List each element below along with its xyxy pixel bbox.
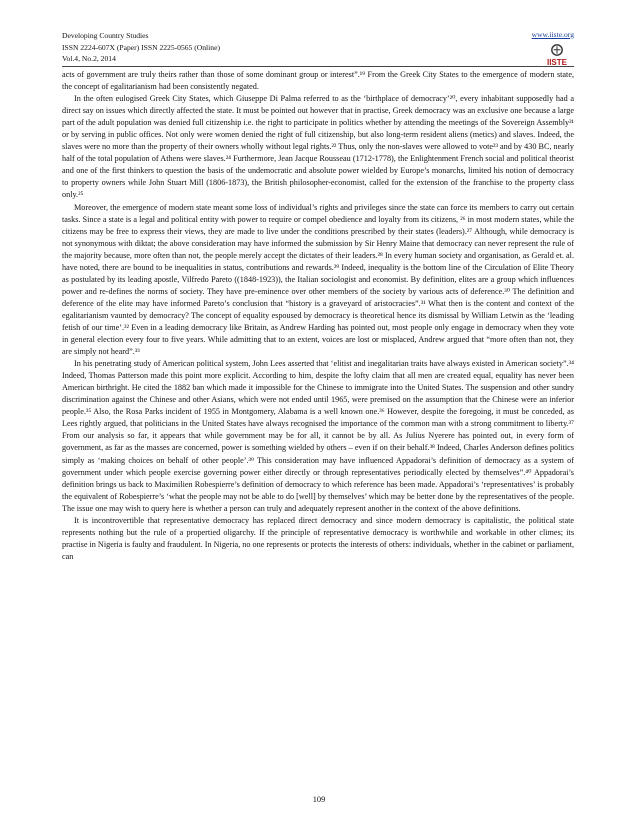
- header-rule: [62, 66, 574, 67]
- journal-name: Developing Country Studies: [62, 31, 149, 40]
- issn-line: ISSN 2224-607X (Paper) ISSN 2225-0565 (Online): [62, 42, 220, 52]
- website-link[interactable]: www.iiste.org: [531, 30, 574, 39]
- body-paragraph: It is incontrovertible that representative democracy has replaced direct democracy and since modern democracy is capitalistic, the political state represents nothing but the rule of a propertied oligarchy. If the principle of representative democracy is worthwhile and workable in other climes; its practise in Nigeria is faulty and fraudulent. In Nigeria, no one represents or protects the interests of others: individuals, whether in the cabinet or parliament, can: [62, 515, 575, 561]
- body-paragraph: In his penetrating study of American political system, John Lees asserted that ‘elitist and inegalitarian traits have always existed in American society”.³⁴ Indeed, Thomas Patterson made this point more explicit. According to him, despite the lofty claim that all men are created equal, equality has never been American birthright. He cited the 1882 ban which made it impossible for the Chinese to immigrate into the United States. The suspension and other sundry discrimination against the Chinese and other Asians, which were not ended until 1965, were premised on the assumption that the Chinese were an inferior people.³⁵ Also, the Rosa Parks incident of 1955 in Montgomery, Alabama is a well known one.³⁶ However, despite the foregoing, it must be conceded, as Lees rightly argued, that politicians in the United States have always recognised the importance of the common man with a strong commitment to liberty.³⁷ From our analysis so far, it appears that while government may be for all, it cannot be by all. As Julius Nyerere has pointed out, in every form of government, as far as the masses are concerned, power is something wielded by others – even if on their behalf.³⁸ Indeed, Charles Anderson defines politics simply as ‘making choices on behalf of other people’.³⁹ This consideration may have influenced Appadorai’s definition of democracy as a system of government under which people exercise governing power either directly or through representatives periodically elected by themselves”.⁴⁰ Appadorai’s definition brings us back to Maximilien Robespierre’s definition of democracy to which reference has been made. Appadorai’s ‘representatives’ is probably the equivalent of Robespierre’s ‘what the people may not be able to do [well] by themselves’ which may be better done by the representatives of the people. The issue one may wish to query here is whether a person can truly and adequately represent another in the context of the above definitions.: [62, 359, 574, 513]
- svg-text:IISTE: IISTE: [546, 57, 568, 67]
- article-body: [62, 69, 574, 563]
- body-paragraph: In the often eulogised Greek City States, which Giuseppe Di Palma referred to as the ‘birthplace of democracy’²⁰, every inhabitant supposedly had a direct say on issues which directly affected the state. It must be pointed out however that in practise, Greek democracy was an exclusive one because a large part of the adult population was denied full citizenship i.e. the right to participate in politics whether by attending the meetings of the Sovereign Assembly²¹ or by serving in public offices. Not only were women denied the right of full citizenship, but also long-term resident aliens (metics) and slaves. Indeed, the slaves were no more than the property of their owners wholly without legal rights.²² Thus, only the non-slaves were allowed to vote²³ and by 430 BC, nearly half of the total population of Athens were slaves.²⁴ Furthermore, Jean Jacque Rousseau (1712-1778), the Enlightenment French social and political theorist and one of the first thinkers to question the basis of the undemocratic and absolute power wielded by Europe’s monarchs, limited his notion of democracy to property owners while John Stuart Mill (1806-1873), the British philosopher-economist, called for the extension of the franchise to the property class only.²⁵: [62, 94, 574, 200]
- body-paragraph: Moreover, the emergence of modern state meant some loss of individual’s rights and privileges since the state can force its members to carry out certain tasks. Since a state is a legal and political entity with power to require or compel obedience and loyalty from its citizens, ²⁶ in most modern states, while the citizens may be free to express their views, they are made to live under the conditions prescribed by their states (leaders).²⁷ Although, while democracy is not synonymous with diktat; the above consideration may have informed the submission by Sir Henry Maine that democracy can never represent the rule of the majority because, more often than not, the people merely accept the dictates of their leaders.²⁸ In every human society and organisation, as Gerald et. al. have noted, there are bound to be inequalities in status, contributions and rewards.²⁹ Indeed, inequality is the bottom line of the Circulation of Elite Theory as postulated by its leading apostle, Vilfredo Pareto ((1848-1923)), the Italian sociologist and economist. By definition, elites are a group which influences power and re-defines the norms of society. They have pre-eminence over other members of the society by various acts of deference.³⁰ The definition and deference of the elite may have informed Pareto’s conclusion that “history is a graveyard of aristocracies”.³¹ What then is the content and context of the egalitarianism vaunted by democracy? The concept of equality espoused by democracy is theoretical hence its dismissal by William Letwin as the ‘leading fetish of our time’.³² Even in a leading democracy like Britain, as Andrew Harding has pointed out, most people only engage in democracy when they vote in general election every four to five years. While admitting that to an extent, voices are lost or misplaced, Andrew argued that “more often than not, they are simply not heard”.³³: [62, 202, 574, 357]
- volume-line: Vol.4, No.2, 2014: [62, 54, 116, 64]
- body-paragraph: acts of government are truly theirs rather than those of some dominant group or interest”.¹⁹ From the Greek City States to the emergence of modern state, the concept of egalitarianism had been consistently negated.: [62, 70, 574, 92]
- iiste-logo: [544, 43, 570, 67]
- page-number: 109: [312, 795, 326, 804]
